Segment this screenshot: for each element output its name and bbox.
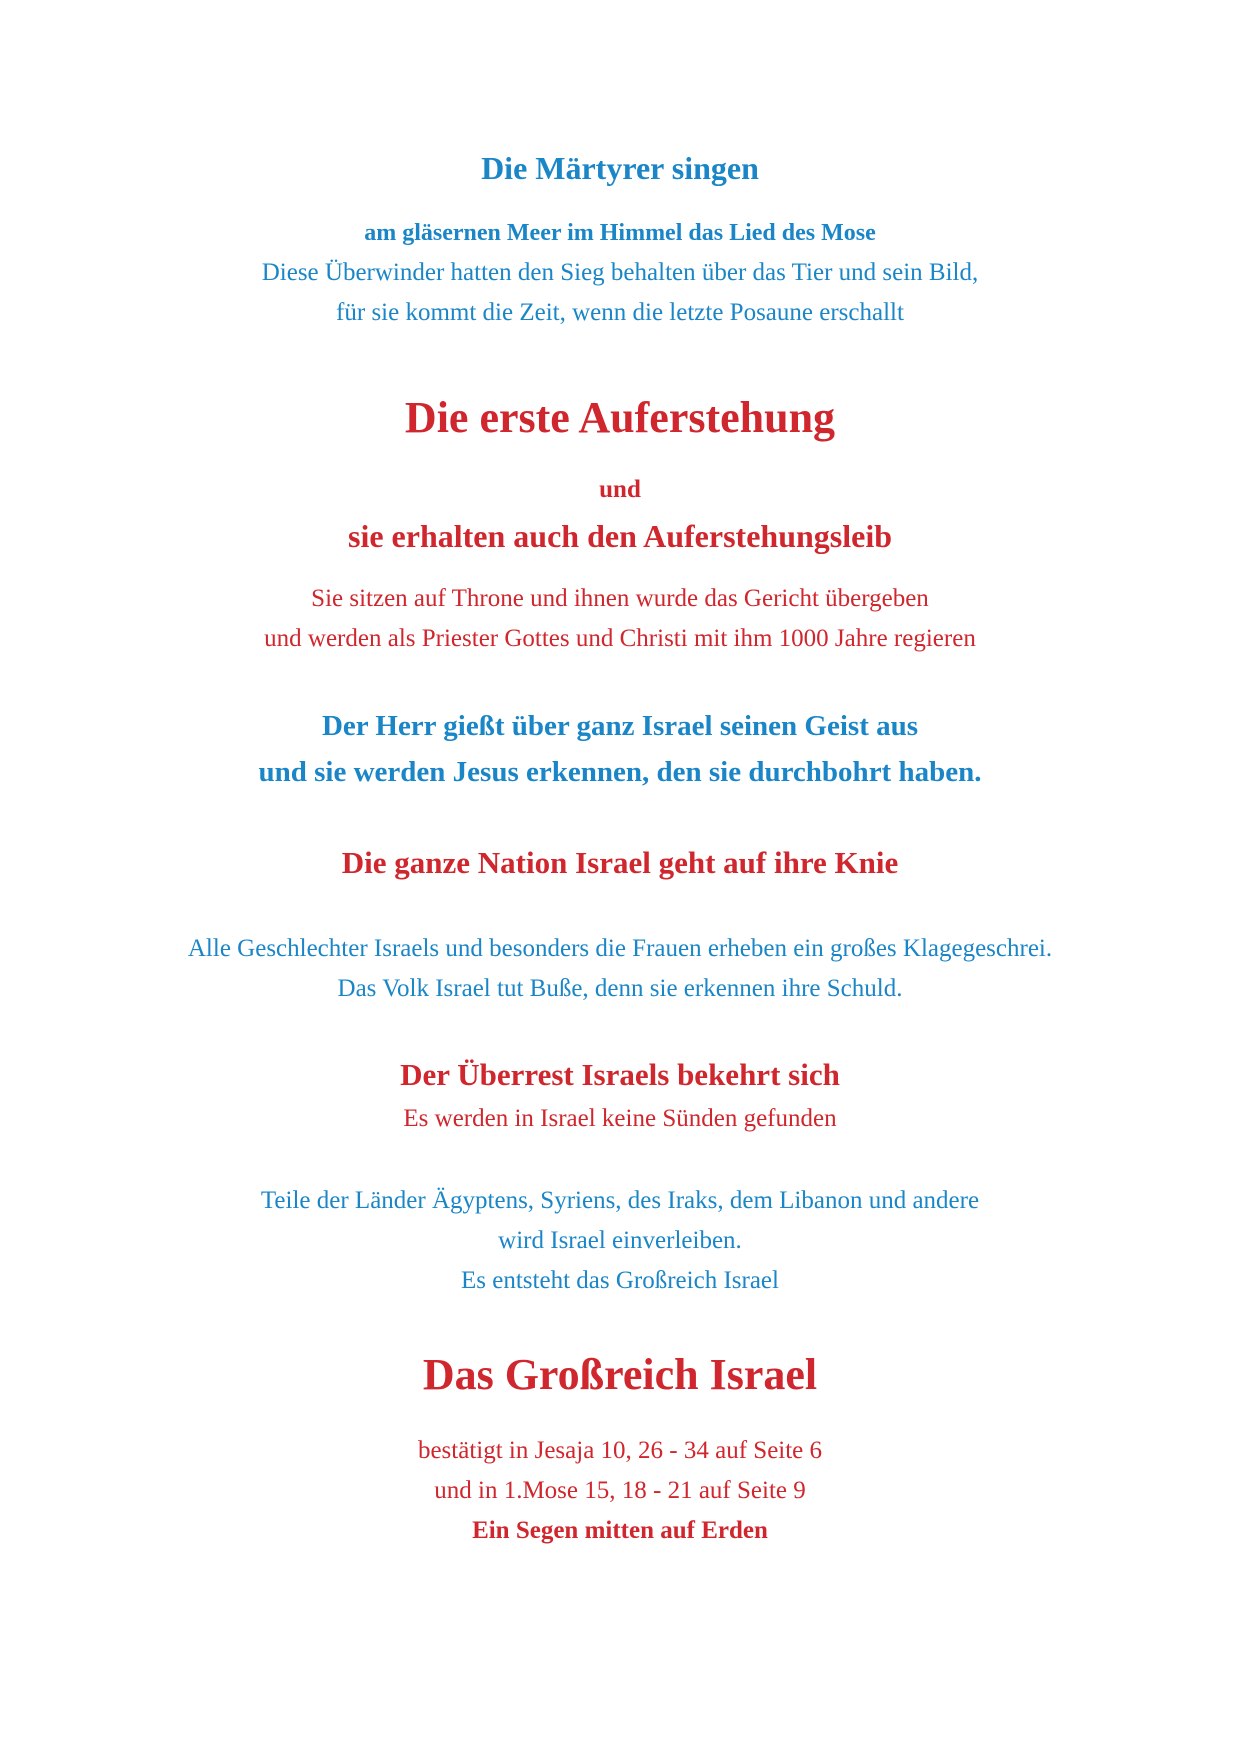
lands-text-line-3: Es entsteht das Großreich Israel <box>461 1267 779 1294</box>
kingdom-text-line-2: und in 1.Mose 15, 18 - 21 auf Seite 9 <box>434 1477 806 1504</box>
spirit-line-1: Der Herr gießt über ganz Israel seinen Geist aus <box>321 710 919 742</box>
martyrs-subheading: am gläsernen Meer im Himmel das Lied des Mose <box>364 220 876 246</box>
nation-text-line-1: Alle Geschlechter Israels und besonders die Frauen erheben ein großes Klagegeschrei. <box>187 935 1053 962</box>
remnant-heading: Der Überrest Israels bekehrt sich <box>400 1057 840 1092</box>
resurrection-subheading: sie erhalten auch den Auferstehungsleib <box>347 518 893 554</box>
resurrection-text-line-1: Sie sitzen auf Throne und ihnen wurde das Gericht übergeben <box>311 585 929 612</box>
resurrection-text-line-2: und werden als Priester Gottes und Christi mit ihm 1000 Jahre regieren <box>264 625 976 652</box>
lands-text-line-2: wird Israel einverleiben. <box>498 1227 742 1254</box>
nation-heading: Die ganze Nation Israel geht auf ihre Knie <box>341 845 899 880</box>
martyrs-heading: Die Märtyrer singen <box>481 150 759 186</box>
nation-text-line-2: Das Volk Israel tut Buße, denn sie erkennen ihre Schuld. <box>337 975 903 1002</box>
lands-text-line-1: Teile der Länder Ägyptens, Syriens, des Iraks, dem Libanon und andere <box>260 1187 980 1214</box>
kingdom-text-line-3: Ein Segen mitten auf Erden <box>472 1517 768 1544</box>
martyrs-text-line-2: für sie kommt die Zeit, wenn die letzte Posaune erschallt <box>336 299 904 326</box>
resurrection-heading: Die erste Auferstehung <box>404 393 836 442</box>
martyrs-text-line-1: Diese Überwinder hatten den Sieg behalten über das Tier und sein Bild, <box>261 259 979 286</box>
resurrection-connector: und <box>599 476 641 503</box>
remnant-text-line-1: Es werden in Israel keine Sünden gefunden <box>403 1105 837 1132</box>
kingdom-text-line-1: bestätigt in Jesaja 10, 26 - 34 auf Seite 6 <box>417 1437 823 1464</box>
spirit-line-2: und sie werden Jesus erkennen, den sie durchbohrt haben. <box>258 756 982 788</box>
kingdom-heading: Das Großreich Israel <box>422 1350 818 1399</box>
